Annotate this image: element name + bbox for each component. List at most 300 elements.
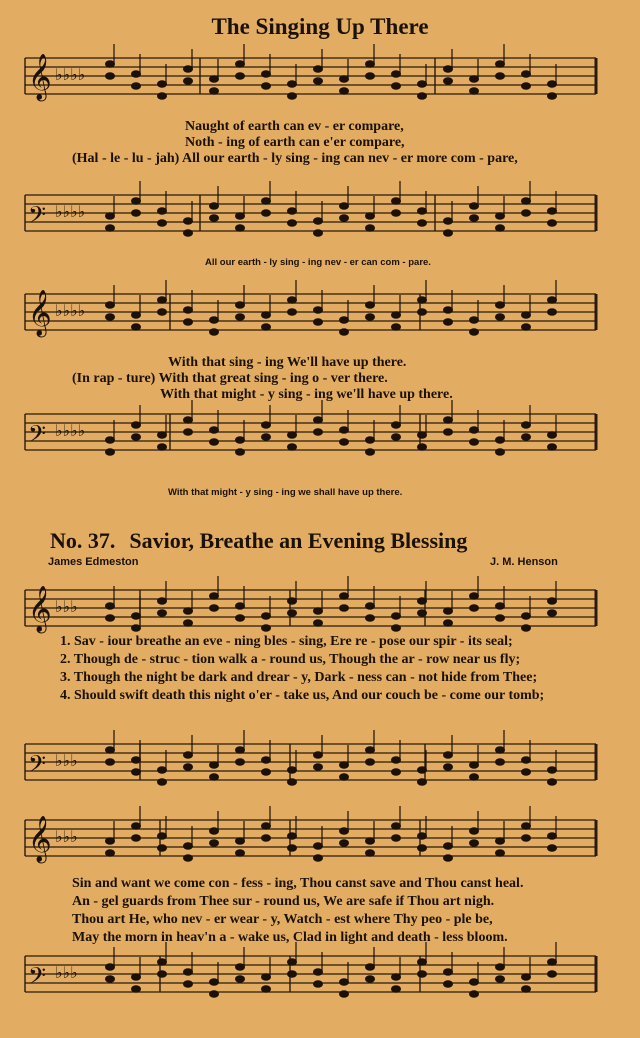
note-head [548, 297, 557, 304]
note-head [132, 757, 141, 764]
treble-clef-icon: 𝄞 [28, 290, 52, 336]
note-head [132, 974, 141, 981]
treble-clef-icon: 𝄞 [28, 816, 52, 862]
note-head [548, 959, 557, 966]
note-head [522, 324, 531, 331]
flat-key-signature-icon: ♭♭♭♭ [55, 202, 86, 221]
lyric-line: With that might - y sing - ing we'll have up there. [160, 387, 453, 402]
note-head [418, 959, 427, 966]
note-head [496, 850, 505, 857]
note-head [210, 774, 219, 781]
note-head [470, 774, 479, 781]
note-head [210, 762, 219, 769]
note-head [496, 213, 505, 220]
note-head [366, 838, 375, 845]
note-head [392, 83, 401, 90]
note-head [158, 845, 167, 852]
note-head [392, 823, 401, 830]
note-head [444, 307, 453, 314]
note-head [314, 429, 323, 436]
note-head [132, 324, 141, 331]
note-head [470, 203, 479, 210]
note-head [132, 312, 141, 319]
note-head [522, 625, 531, 632]
note-head [236, 449, 245, 456]
note-head [340, 991, 349, 998]
bass-clef-icon: 𝄢 [28, 420, 47, 453]
note-head [340, 840, 349, 847]
note-head [548, 309, 557, 316]
note-head [470, 88, 479, 95]
note-head [470, 439, 479, 446]
note-head [184, 429, 193, 436]
note-head [418, 779, 427, 786]
note-head [366, 437, 375, 444]
note-head [262, 625, 271, 632]
note-head [314, 843, 323, 850]
note-head [392, 613, 401, 620]
note-head [106, 449, 115, 456]
hymn-number: No. 37. [50, 528, 116, 553]
note-head [288, 208, 297, 215]
bass-clef-icon: 𝄢 [28, 750, 47, 783]
note-head [106, 615, 115, 622]
lyric-line: (In rap - ture) With that great sing - ing o - ver there. [72, 371, 388, 386]
note-head [158, 309, 167, 316]
verse-3-line: Thou art He, who nev - er wear - y, Watch - est where Thy peo - ple be, [72, 912, 493, 927]
note-head [210, 605, 219, 612]
note-head [418, 444, 427, 451]
note-head [522, 986, 531, 993]
note-head [522, 422, 531, 429]
note-head [262, 613, 271, 620]
note-head [210, 203, 219, 210]
note-head [158, 208, 167, 215]
note-head [470, 593, 479, 600]
note-head [106, 759, 115, 766]
note-head [210, 828, 219, 835]
note-head [288, 297, 297, 304]
note-head [184, 764, 193, 771]
note-head [184, 417, 193, 424]
note-head [262, 312, 271, 319]
note-head [132, 210, 141, 217]
note-head [184, 752, 193, 759]
hymn-header [50, 528, 610, 554]
note-head [288, 833, 297, 840]
note-head [340, 317, 349, 324]
note-head [340, 439, 349, 446]
flat-key-signature-icon: ♭♭♭ [55, 751, 78, 770]
verse-2-line: 2. Though de - struc - tion walk a - round us, Though the ar - row near us fly; [60, 652, 521, 667]
note-head [314, 620, 323, 627]
note-head [548, 779, 557, 786]
note-head [392, 422, 401, 429]
note-head [158, 598, 167, 605]
note-head [366, 449, 375, 456]
note-head [548, 610, 557, 617]
note-head [184, 307, 193, 314]
note-head [106, 213, 115, 220]
lyric-line: Noth - ing of earth can e'er compare, [185, 135, 405, 150]
note-head [288, 81, 297, 88]
note-head [548, 767, 557, 774]
note-head [106, 850, 115, 857]
note-head [496, 61, 505, 68]
note-head [106, 73, 115, 80]
verse-1-line: 1. Sav - iour breathe an eve - ning bles - sing, Ere re - pose our spir - its seal; [60, 634, 513, 649]
note-head [366, 225, 375, 232]
note-head [314, 764, 323, 771]
note-head [522, 71, 531, 78]
note-head [340, 76, 349, 83]
note-head [340, 774, 349, 781]
note-head [184, 78, 193, 85]
note-head [236, 850, 245, 857]
note-head [210, 593, 219, 600]
note-head [548, 598, 557, 605]
note-head [132, 823, 141, 830]
note-head [470, 215, 479, 222]
note-head [210, 215, 219, 222]
note-head [288, 444, 297, 451]
lyricist: James Edmeston [48, 556, 139, 568]
note-head [132, 434, 141, 441]
note-head [444, 620, 453, 627]
note-head [158, 81, 167, 88]
note-head [548, 220, 557, 227]
note-head [184, 218, 193, 225]
note-head [548, 432, 557, 439]
bass-clef-icon: 𝄢 [28, 962, 47, 995]
note-head [314, 417, 323, 424]
note-head [340, 215, 349, 222]
note-head [262, 198, 271, 205]
note-head [470, 762, 479, 769]
note-head [418, 833, 427, 840]
note-head [444, 969, 453, 976]
note-head [522, 312, 531, 319]
note-head [132, 613, 141, 620]
note-head [314, 855, 323, 862]
note-head [392, 324, 401, 331]
note-head [236, 314, 245, 321]
treble-clef-icon: 𝄞 [28, 586, 52, 632]
note-head [548, 93, 557, 100]
note-head [340, 605, 349, 612]
note-head [262, 210, 271, 217]
note-head [548, 833, 557, 840]
note-head [340, 593, 349, 600]
note-head [366, 759, 375, 766]
note-head [366, 615, 375, 622]
note-head [470, 329, 479, 336]
note-head [444, 417, 453, 424]
note-head [496, 302, 505, 309]
note-head [262, 434, 271, 441]
verse-3-line: 3. Though the night be dark and drear - y, Dark - ness can - not hide from Thee; [60, 670, 538, 685]
note-head [340, 329, 349, 336]
note-head [496, 747, 505, 754]
note-head [496, 976, 505, 983]
note-head [158, 610, 167, 617]
note-head [418, 767, 427, 774]
note-head [314, 307, 323, 314]
note-head [418, 93, 427, 100]
note-head [106, 61, 115, 68]
note-head [158, 444, 167, 451]
note-head [470, 828, 479, 835]
note-head [262, 757, 271, 764]
note-head [314, 78, 323, 85]
note-head [548, 845, 557, 852]
lyric-line: (Hal - le - lu - jah) All our earth - ly sing - ing can nev - er more com - pare, [72, 151, 518, 166]
note-head [392, 434, 401, 441]
note-head [366, 850, 375, 857]
note-head [392, 757, 401, 764]
note-head [106, 302, 115, 309]
note-head [522, 210, 531, 217]
note-head [522, 835, 531, 842]
note-head [548, 971, 557, 978]
composer: J. M. Henson [490, 556, 558, 568]
note-head [522, 823, 531, 830]
note-head [262, 422, 271, 429]
note-head [470, 605, 479, 612]
note-head [210, 88, 219, 95]
note-head [366, 976, 375, 983]
note-head [236, 747, 245, 754]
flat-key-signature-icon: ♭♭♭♭ [55, 301, 86, 320]
note-head [444, 429, 453, 436]
lyric-line: Naught of earth can ev - er compare, [185, 119, 404, 134]
note-head [262, 835, 271, 842]
note-head [522, 757, 531, 764]
note-head [288, 845, 297, 852]
note-head [158, 432, 167, 439]
flat-key-signature-icon: ♭♭♭♭ [55, 65, 86, 84]
note-head [106, 976, 115, 983]
note-head [496, 838, 505, 845]
note-head [210, 76, 219, 83]
note-head [522, 434, 531, 441]
note-head [470, 991, 479, 998]
note-head [158, 971, 167, 978]
note-head [106, 603, 115, 610]
note-head [288, 971, 297, 978]
note-head [548, 208, 557, 215]
note-head [496, 964, 505, 971]
note-head [288, 93, 297, 100]
note-head [236, 437, 245, 444]
note-head [522, 613, 531, 620]
note-head [444, 843, 453, 850]
note-head [366, 61, 375, 68]
note-head [340, 203, 349, 210]
note-head [132, 625, 141, 632]
note-head [314, 981, 323, 988]
note-head [366, 73, 375, 80]
note-head [262, 83, 271, 90]
note-head [418, 297, 427, 304]
note-head [236, 759, 245, 766]
note-head [418, 81, 427, 88]
note-head [470, 427, 479, 434]
note-head [340, 88, 349, 95]
note-head [236, 603, 245, 610]
note-head [418, 845, 427, 852]
note-head [314, 752, 323, 759]
note-head [210, 439, 219, 446]
note-head [418, 309, 427, 316]
note-head [184, 855, 193, 862]
note-head [418, 220, 427, 227]
note-head [392, 71, 401, 78]
note-head [262, 823, 271, 830]
note-head [340, 979, 349, 986]
note-head [158, 767, 167, 774]
note-head [210, 979, 219, 986]
note-head [392, 986, 401, 993]
note-head [210, 991, 219, 998]
note-head [236, 213, 245, 220]
note-head [496, 73, 505, 80]
note-head [158, 297, 167, 304]
note-head [132, 422, 141, 429]
note-head [522, 83, 531, 90]
note-head [158, 220, 167, 227]
note-head [340, 427, 349, 434]
note-head [106, 437, 115, 444]
note-head [236, 302, 245, 309]
note-head [184, 230, 193, 237]
note-head [496, 225, 505, 232]
note-head [392, 769, 401, 776]
note-head [106, 747, 115, 754]
note-head [444, 752, 453, 759]
note-head [184, 969, 193, 976]
note-head [496, 449, 505, 456]
note-head [418, 598, 427, 605]
verse-4-line: 4. Should swift death this night o'er - take us, And our couch be - come our tomb; [60, 688, 545, 703]
note-head [366, 747, 375, 754]
note-head [314, 66, 323, 73]
note-head [522, 974, 531, 981]
note-head [444, 230, 453, 237]
note-head [262, 974, 271, 981]
note-head [444, 981, 453, 988]
verse-1-line: Sin and want we come con - fess - ing, Thou canst save and Thou canst heal. [72, 876, 524, 891]
note-head [392, 835, 401, 842]
note-head [496, 603, 505, 610]
verse-2-line: An - gel guards from Thee sur - round us, We are safe if Thou art nigh. [72, 894, 495, 909]
note-head [340, 828, 349, 835]
note-head [522, 769, 531, 776]
note-head [418, 432, 427, 439]
note-head [444, 78, 453, 85]
note-head [184, 319, 193, 326]
note-head [496, 615, 505, 622]
note-head [470, 317, 479, 324]
note-head [210, 329, 219, 336]
note-head [184, 66, 193, 73]
note-head [262, 324, 271, 331]
note-head [418, 610, 427, 617]
note-head [444, 608, 453, 615]
note-head [314, 218, 323, 225]
flat-key-signature-icon: ♭♭♭ [55, 963, 78, 982]
note-head [392, 198, 401, 205]
note-head [366, 302, 375, 309]
flat-key-signature-icon: ♭♭♭♭ [55, 421, 86, 440]
note-head [314, 230, 323, 237]
flat-key-signature-icon: ♭♭♭ [55, 827, 78, 846]
treble-clef-icon: 𝄞 [28, 54, 52, 100]
note-head [366, 964, 375, 971]
note-head [236, 225, 245, 232]
note-head [314, 319, 323, 326]
note-head [132, 71, 141, 78]
note-head [522, 198, 531, 205]
note-head [340, 762, 349, 769]
note-head [288, 220, 297, 227]
note-head [236, 61, 245, 68]
note-head [262, 71, 271, 78]
note-head [470, 76, 479, 83]
note-head [106, 838, 115, 845]
song-title-singing-up-there: The Singing Up There [211, 14, 429, 39]
note-head [288, 959, 297, 966]
flat-key-signature-icon: ♭♭♭ [55, 597, 78, 616]
note-head [184, 608, 193, 615]
note-head [158, 833, 167, 840]
note-head [288, 767, 297, 774]
note-head [314, 608, 323, 615]
note-head [392, 210, 401, 217]
note-head [210, 427, 219, 434]
note-head [236, 838, 245, 845]
note-head [444, 218, 453, 225]
note-head [288, 309, 297, 316]
note-head [548, 444, 557, 451]
note-head [470, 979, 479, 986]
note-head [184, 981, 193, 988]
note-head [132, 769, 141, 776]
note-head [132, 835, 141, 842]
note-head [236, 976, 245, 983]
note-head [444, 855, 453, 862]
note-head [158, 779, 167, 786]
note-head [288, 779, 297, 786]
note-head [132, 83, 141, 90]
note-head [262, 769, 271, 776]
note-head [392, 974, 401, 981]
note-head [132, 986, 141, 993]
note-head [288, 610, 297, 617]
note-head [236, 615, 245, 622]
note-head [496, 314, 505, 321]
note-head [158, 959, 167, 966]
note-head [444, 319, 453, 326]
note-head [210, 317, 219, 324]
note-head [470, 840, 479, 847]
note-head [548, 81, 557, 88]
note-head [106, 964, 115, 971]
note-head [288, 432, 297, 439]
note-head [184, 620, 193, 627]
lyric-line: With that sing - ing We'll have up there. [168, 355, 407, 370]
note-head [210, 840, 219, 847]
